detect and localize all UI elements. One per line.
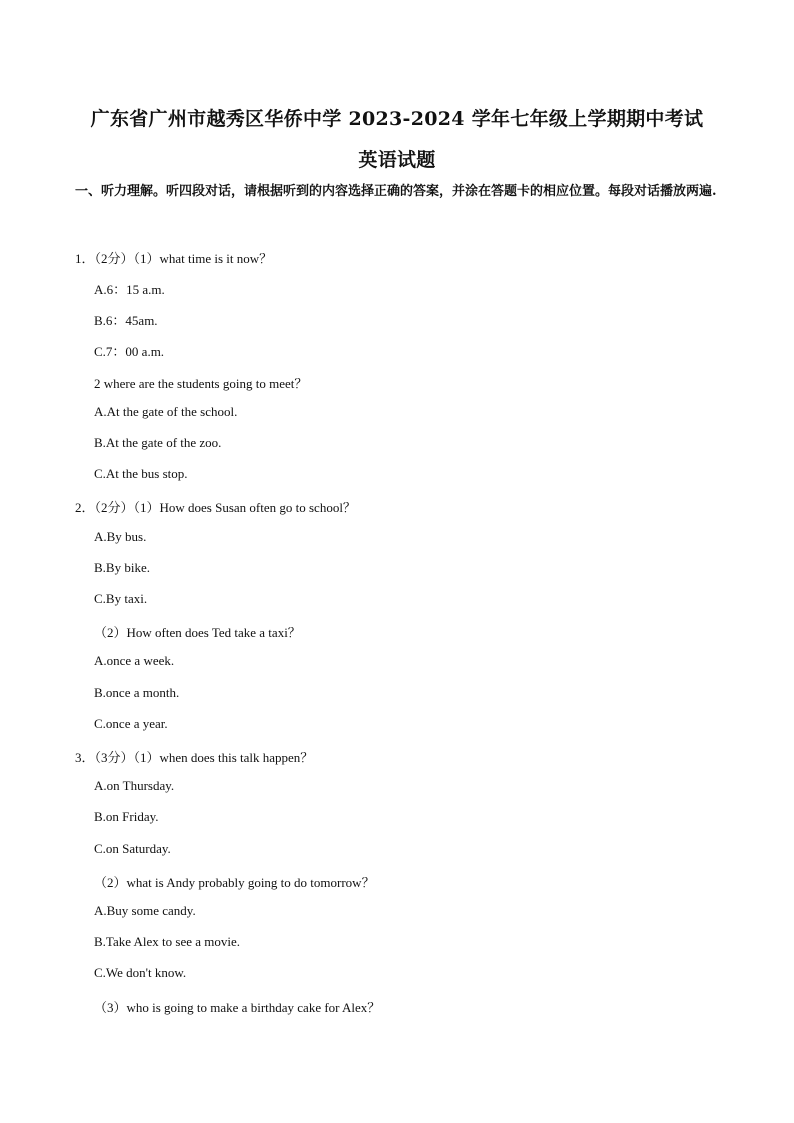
q1-option-a: A.6：15 a.m. <box>94 282 165 297</box>
q3-option-c: C.on Saturday. <box>94 841 171 856</box>
q3-sub2-option-c: C.We don't know. <box>94 965 187 980</box>
q3-option-b: B.on Friday. <box>94 809 159 824</box>
q2-sub2-option-b: B.once a month. <box>94 685 180 700</box>
q1-sub2-option-b: B.At the gate of the zoo. <box>94 435 222 450</box>
q2-sub2-stem: （2）How often does Ted take a taxi？ <box>94 625 301 640</box>
question-3-stem: 3．（3分）（1）when does this talk happen？ <box>75 750 314 765</box>
q2-sub2-option-c: C.once a year. <box>94 716 168 731</box>
q1-sub2-option-c: C.At the bus stop. <box>94 466 188 481</box>
exam-title: 广东省广州市越秀区华侨中学 2023-2024 学年七年级上学期期中考试 <box>90 108 704 130</box>
section-heading-listening: 一、听力理解。听四段对话，请根据听到的内容选择正确的答案，并涂在答题卡的相应位置。每段对话播放两遍. <box>75 184 717 199</box>
q2-option-a: A.By bus. <box>94 529 147 544</box>
q2-option-b: B.By bike. <box>94 560 150 575</box>
q1-sub2-option-a: A.At the gate of the school. <box>94 404 238 419</box>
q3-sub3-stem: （3）who is going to make a birthday cake for Alex？ <box>94 1000 381 1015</box>
q3-sub2-option-b: B.Take Alex to see a movie. <box>94 934 241 949</box>
exam-subject-title: 英语试题 <box>358 149 436 171</box>
q1-option-b: B.6：45am. <box>94 313 158 328</box>
q1-sub2-stem: 2 where are the students going to meet？ <box>94 376 308 391</box>
question-2-stem: 2．（2分）（1）How does Susan often go to school？ <box>75 500 356 515</box>
q3-option-a: A.on Thursday. <box>94 778 175 793</box>
question-1-stem: 1．（2分）（1）what time is it now？ <box>75 251 273 266</box>
q2-option-c: C.By taxi. <box>94 591 148 606</box>
q3-sub2-stem: （2）what is Andy probably going to do tomorrow？ <box>94 875 375 890</box>
q3-sub2-option-a: A.Buy some candy. <box>94 903 196 918</box>
q2-sub2-option-a: A.once a week. <box>94 653 175 668</box>
q1-option-c: C.7：00 a.m. <box>94 344 165 359</box>
